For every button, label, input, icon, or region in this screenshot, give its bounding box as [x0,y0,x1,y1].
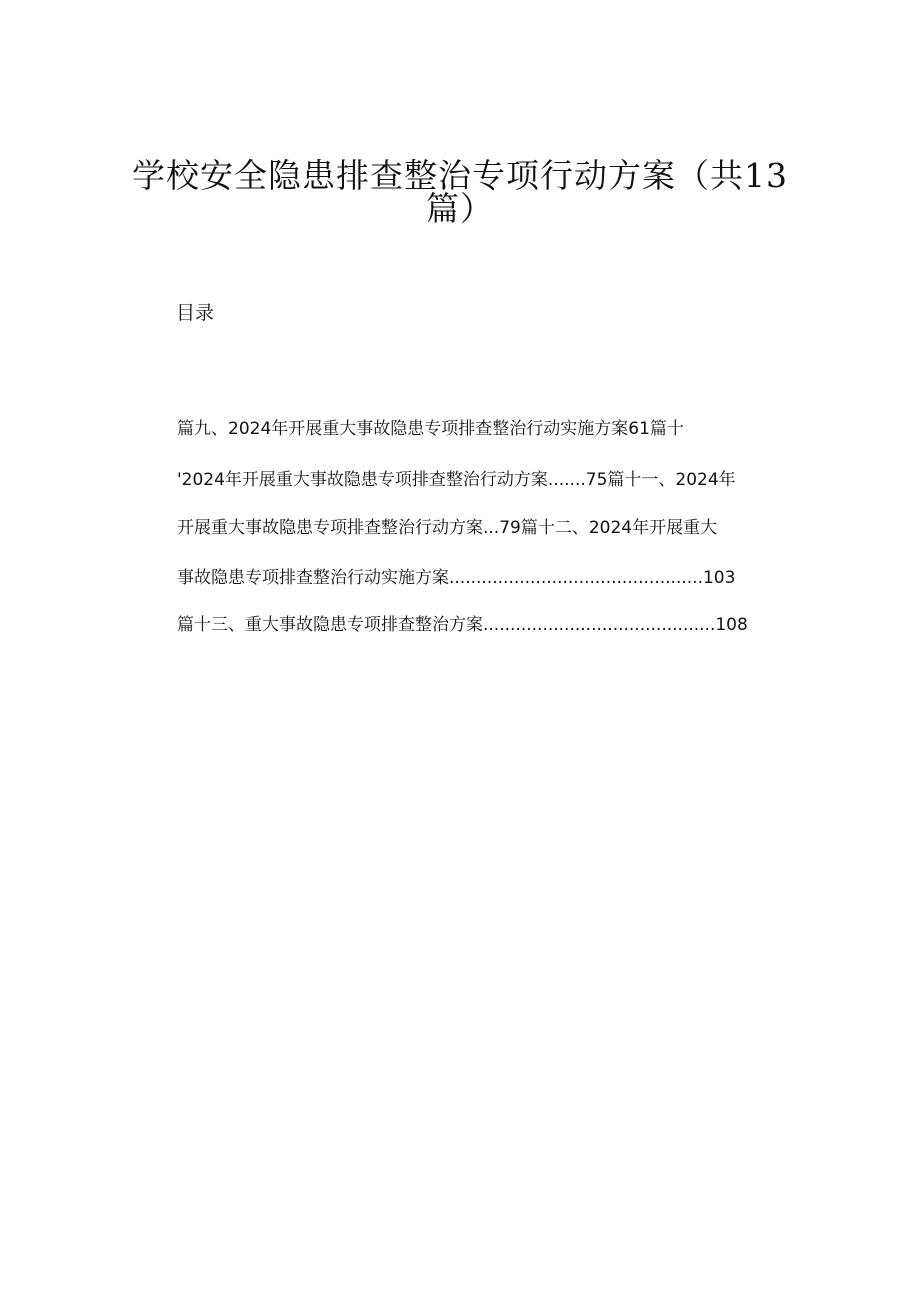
toc-line: 事故隐患专项排查整治行动实施方案...............................................103 [177,568,736,588]
toc-line: '2024年开展重大事故隐患专项排查整治行动方案.......75篇十一、2024年 [177,470,736,490]
toc-line: 篇九、2024年开展重大事故隐患专项排查整治行动实施方案61篇十 [177,419,684,439]
toc-line: 开展重大事故隐患专项排查整治行动方案...79篇十二、2024年开展重大 [177,518,718,538]
toc-heading: 目录 [176,302,215,324]
toc-line: 篇十三、重大事故隐患专项排查整治方案...........................................108 [177,615,748,635]
document-title-line-1: 学校安全隐患排查整治专项行动方案（共13 [132,156,788,195]
document-title-line-2: 篇） [426,189,494,228]
